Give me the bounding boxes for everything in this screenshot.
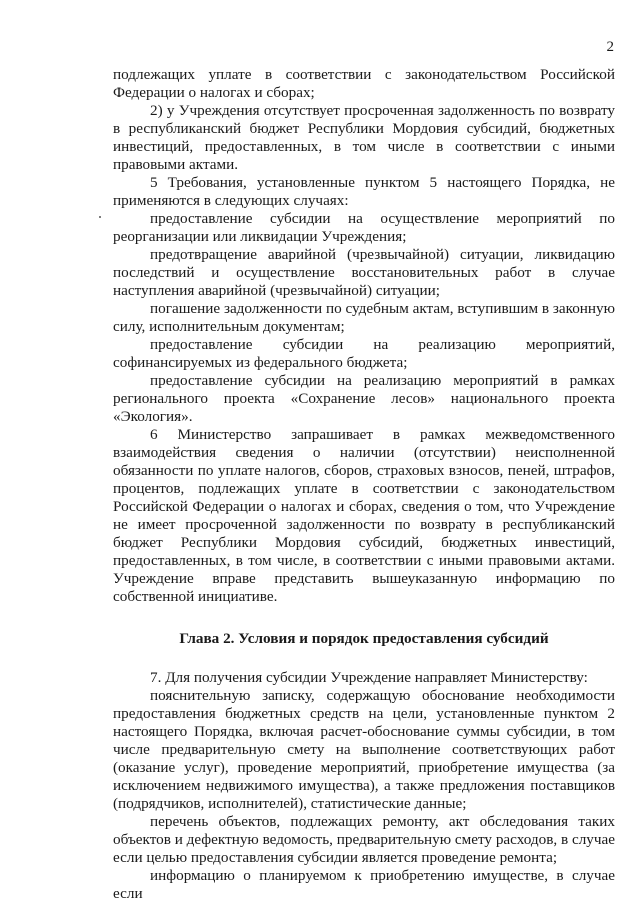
paragraph-case-emergency: предотвращение аварийной (чрезвычайной) ситуации, ликвидацию последствий и осуществление восстановительных работ в случае наступления аварийной (чрезвычайной) ситуации; — [113, 246, 615, 299]
paragraph-item-6: 6 Министерство запрашивает в рамках межведомственного взаимодействия сведения о наличии (отсутствии) неисполненной обязанности по уплате налогов, сборов, страховых взносов, пеней, штрафов, процентов, подлежащих уплате в соответствии с законодательством Российской Федерации о налогах и сборах, сведения о том, что Учреждение не имеет просроченной задолженности по возврату в республиканский бюджет Республики Мордовия субсидий, бюджетных инвестиций, предоставленных, в том числе, в соответствии с иными правовыми актами. Учреждение вправе представить вышеуказанную информацию по собственной инициативе. — [113, 426, 615, 605]
page-number: 2 — [606, 39, 614, 55]
document-body — [113, 66, 615, 903]
paragraph-explanatory-note: пояснительную записку, содержащую обоснование необходимости предоставления бюджетных средств на цели, установленные пунктом 2 настоящего Порядка, включая расчет-обоснование суммы субсидии, в том числе предварительную смету на выполнение соответствующих работ (оказание услуг), проведение мероприятий, приобретение имущества (за исключением недвижимого имущества), а также предложения поставщиков (подрядчиков, исполнителей), статистические данные; — [113, 687, 615, 812]
paragraph-case-reorganization: предоставление субсидии на осуществление мероприятий по реорганизации или ликвидации Учреждения; — [113, 210, 615, 245]
paragraph-item-5: 5 Требования, установленные пунктом 5 настоящего Порядка, не применяются в следующих случаях: — [113, 174, 615, 209]
paragraph-case-federal-cofinancing: предоставление субсидии на реализацию мероприятий, софинансируемых из федерального бюджета; — [113, 336, 615, 371]
chapter-heading: Глава 2. Условия и порядок предоставления субсидий — [179, 630, 549, 647]
paragraph-continuation: подлежащих уплате в соответствии с законодательством Российской Федерации о налогах и сборах; — [113, 66, 615, 101]
paragraph-case-court-acts: погашение задолженности по судебным актам, вступившим в законную силу, исполнительным документам; — [113, 300, 615, 335]
paragraph-property-info: информацию о планируемом к приобретению имуществе, в случае если — [113, 867, 615, 902]
margin-mark — [99, 216, 101, 218]
paragraph-item-7: 7. Для получения субсидии Учреждение направляет Министерству: — [150, 669, 588, 686]
paragraph-object-list: перечень объектов, подлежащих ремонту, акт обследования таких объектов и дефектную ведомость, предварительную смету расходов, в случае если целью предоставления субсидии является проведение ремонта; — [113, 813, 615, 866]
paragraph-case-forest-project: предоставление субсидии на реализацию мероприятий в рамках регионального проекта «Сохранение лесов» национального проекта «Экология». — [113, 372, 615, 425]
paragraph-item-2: 2) у Учреждения отсутствует просроченная задолженность по возврату в республиканский бюджет Республики Мордовия субсидий, бюджетных инвестиций, предоставленных, в том числе в соответствии с иными правовыми актами. — [113, 102, 615, 173]
